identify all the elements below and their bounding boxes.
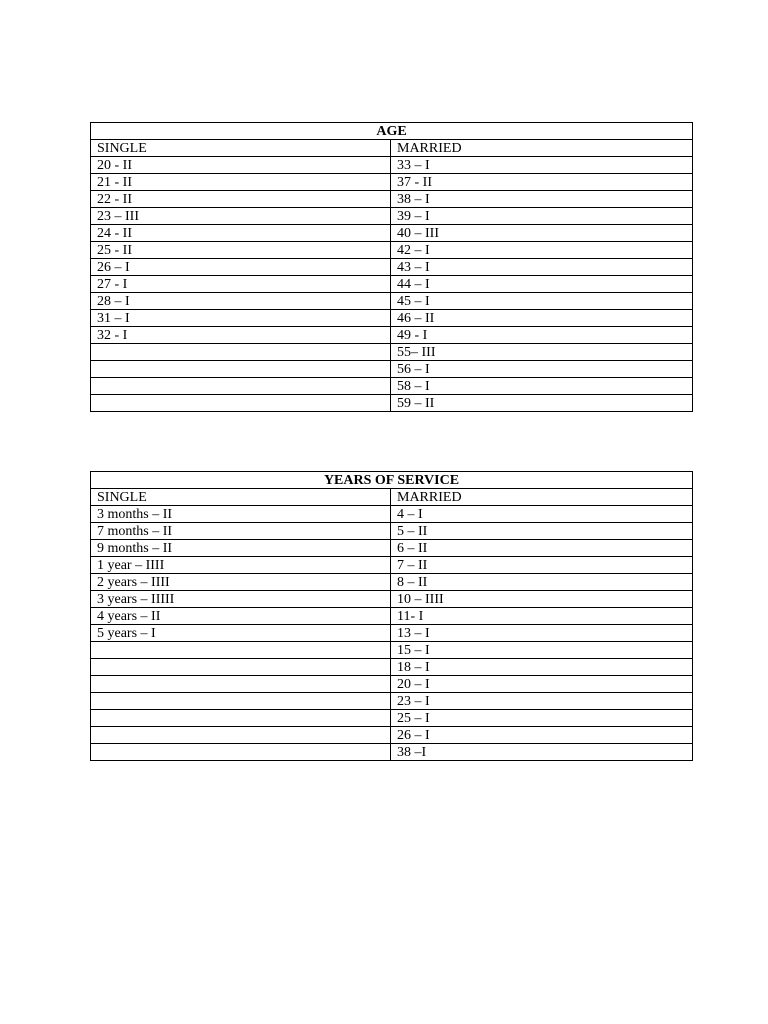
- age-married-cell: 45 – I: [391, 293, 693, 310]
- service-single-cell: 1 year – IIII: [91, 557, 391, 574]
- table-row: [91, 506, 693, 523]
- service-table-body: [91, 506, 693, 761]
- service-married-header: MARRIED: [391, 489, 693, 506]
- service-single-cell: 2 years – IIII: [91, 574, 391, 591]
- service-married-cell: 15 – I: [391, 642, 693, 659]
- age-married-cell: 37 - II: [391, 174, 693, 191]
- age-table: [90, 122, 693, 412]
- age-single-cell: 23 – III: [91, 208, 391, 225]
- table-title-row: [91, 472, 693, 489]
- table-row: [91, 276, 693, 293]
- table-row: [91, 242, 693, 259]
- table-row: [91, 659, 693, 676]
- table-row: [91, 344, 693, 361]
- age-married-cell: 56 – I: [391, 361, 693, 378]
- table-row: [91, 608, 693, 625]
- age-table-body: [91, 157, 693, 412]
- age-married-cell: 33 – I: [391, 157, 693, 174]
- table-header-row: [91, 489, 693, 506]
- age-single-cell: [91, 395, 391, 412]
- age-single-cell: [91, 378, 391, 395]
- age-married-cell: 40 – III: [391, 225, 693, 242]
- age-married-header: MARRIED: [391, 140, 693, 157]
- service-single-cell: 5 years – I: [91, 625, 391, 642]
- age-married-cell: 43 – I: [391, 259, 693, 276]
- service-married-cell: 13 – I: [391, 625, 693, 642]
- service-married-cell: 6 – II: [391, 540, 693, 557]
- table-header-row: [91, 140, 693, 157]
- table-row: [91, 259, 693, 276]
- table-row: [91, 191, 693, 208]
- age-married-cell: 44 – I: [391, 276, 693, 293]
- age-single-cell: 22 - II: [91, 191, 391, 208]
- table-title-row: [91, 123, 693, 140]
- age-table-title: AGE: [91, 123, 693, 140]
- service-married-cell: 23 – I: [391, 693, 693, 710]
- service-single-cell: 9 months – II: [91, 540, 391, 557]
- age-single-cell: 28 – I: [91, 293, 391, 310]
- service-married-cell: 38 –I: [391, 744, 693, 761]
- table-row: [91, 395, 693, 412]
- age-single-cell: 24 - II: [91, 225, 391, 242]
- table-row: [91, 225, 693, 242]
- service-married-cell: 18 – I: [391, 659, 693, 676]
- table-row: [91, 744, 693, 761]
- age-single-header: SINGLE: [91, 140, 391, 157]
- age-married-cell: 59 – II: [391, 395, 693, 412]
- table-row: [91, 523, 693, 540]
- age-single-cell: [91, 344, 391, 361]
- service-single-header: SINGLE: [91, 489, 391, 506]
- age-married-cell: 39 – I: [391, 208, 693, 225]
- service-married-cell: 25 – I: [391, 710, 693, 727]
- table-row: [91, 293, 693, 310]
- service-married-cell: 8 – II: [391, 574, 693, 591]
- age-single-cell: 21 - II: [91, 174, 391, 191]
- age-single-cell: 25 - II: [91, 242, 391, 259]
- service-single-cell: [91, 659, 391, 676]
- service-single-cell: 7 months – II: [91, 523, 391, 540]
- service-single-cell: [91, 727, 391, 744]
- service-single-cell: [91, 710, 391, 727]
- age-married-cell: 55– III: [391, 344, 693, 361]
- table-row: [91, 693, 693, 710]
- table-row: [91, 310, 693, 327]
- service-single-cell: 3 years – IIIII: [91, 591, 391, 608]
- table-row: [91, 174, 693, 191]
- age-single-cell: 32 - I: [91, 327, 391, 344]
- table-row: [91, 574, 693, 591]
- table-row: [91, 327, 693, 344]
- table-row: [91, 208, 693, 225]
- age-married-cell: 58 – I: [391, 378, 693, 395]
- table-row: [91, 361, 693, 378]
- service-married-cell: 11- I: [391, 608, 693, 625]
- service-table-title: YEARS OF SERVICE: [91, 472, 693, 489]
- table-row: [91, 591, 693, 608]
- table-row: [91, 710, 693, 727]
- age-single-cell: [91, 361, 391, 378]
- table-row: [91, 378, 693, 395]
- table-row: [91, 676, 693, 693]
- age-married-cell: 49 - I: [391, 327, 693, 344]
- age-single-cell: 26 – I: [91, 259, 391, 276]
- table-row: [91, 540, 693, 557]
- age-single-cell: 20 - II: [91, 157, 391, 174]
- age-married-cell: 42 – I: [391, 242, 693, 259]
- service-married-cell: 7 – II: [391, 557, 693, 574]
- service-single-cell: [91, 693, 391, 710]
- service-married-cell: 10 – IIII: [391, 591, 693, 608]
- table-row: [91, 727, 693, 744]
- service-single-cell: 4 years – II: [91, 608, 391, 625]
- age-single-cell: 31 – I: [91, 310, 391, 327]
- service-single-cell: [91, 642, 391, 659]
- service-single-cell: [91, 676, 391, 693]
- table-row: [91, 157, 693, 174]
- age-single-cell: 27 - I: [91, 276, 391, 293]
- service-married-cell: 26 – I: [391, 727, 693, 744]
- table-row: [91, 557, 693, 574]
- service-married-cell: 20 – I: [391, 676, 693, 693]
- age-married-cell: 46 – II: [391, 310, 693, 327]
- service-married-cell: 5 – II: [391, 523, 693, 540]
- table-row: [91, 625, 693, 642]
- table-row: [91, 642, 693, 659]
- age-married-cell: 38 – I: [391, 191, 693, 208]
- years-of-service-table: [90, 471, 693, 761]
- service-single-cell: [91, 744, 391, 761]
- service-married-cell: 4 – I: [391, 506, 693, 523]
- service-single-cell: 3 months – II: [91, 506, 391, 523]
